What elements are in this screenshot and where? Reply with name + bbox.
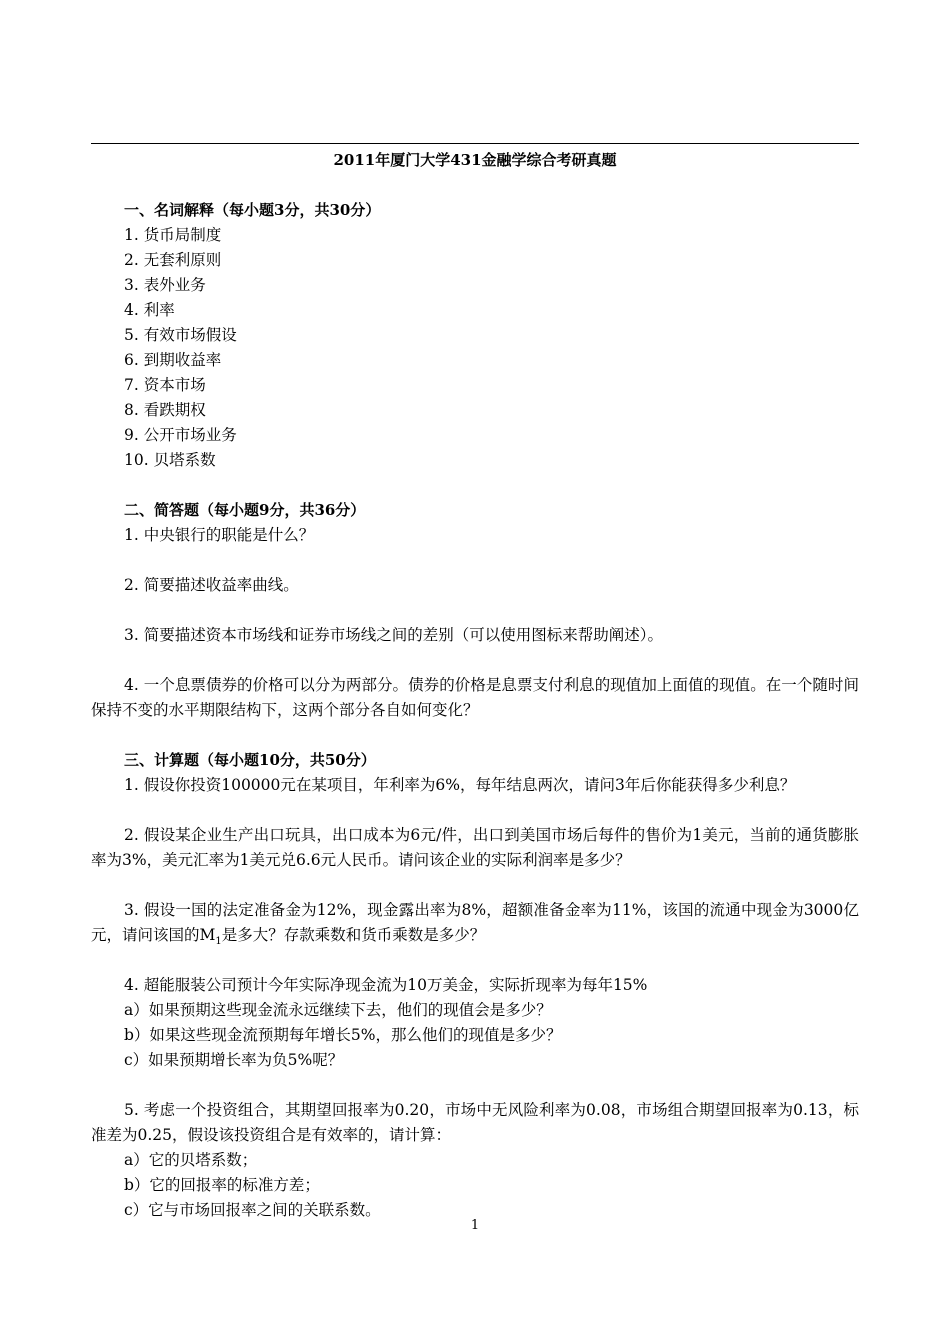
list-item: 9. 公开市场业务 xyxy=(124,426,237,444)
section2-heading: 二、简答题（每小题9分，共36分） xyxy=(124,501,366,519)
list-item: 7. 资本市场 xyxy=(124,376,206,394)
list-item: 3. 表外业务 xyxy=(124,276,206,294)
list-item: 6. 到期收益率 xyxy=(124,351,222,369)
section3-heading: 三、计算题（每小题10分，共50分） xyxy=(124,751,376,769)
question-3-3-text-end: 是多大？存款乘数和货币乘数是多少？ xyxy=(221,926,486,944)
sub-item: b）如果这些现金流预期每年增长5%，那么他们的现值是多少？ xyxy=(124,1026,562,1044)
question-3-4: 4. 超能服装公司预计今年实际净现金流为10万美金，实际折现率为每年15% xyxy=(124,976,648,994)
question-2-3: 3. 简要描述资本市场线和证券市场线之间的差别（可以使用图标来帮助阐述）。 xyxy=(124,626,663,644)
section1-heading: 一、名词解释（每小题3分，共30分） xyxy=(124,201,381,219)
list-item: 10. 贝塔系数 xyxy=(124,451,216,469)
sub-item: b）它的回报率的标准方差； xyxy=(124,1176,320,1194)
list-item: 1. 货币局制度 xyxy=(124,226,222,244)
question-2-4: 4. 一个息票债券的价格可以分为两部分。债券的价格是息票支付利息的现值加上面值的现值。在一个随时间保持不变的水平期限结构下，这两个部分各自如何变化？ xyxy=(91,676,859,719)
list-item: 2. 无套利原则 xyxy=(124,251,222,269)
list-item: 8. 看跌期权 xyxy=(124,401,206,419)
header-rule xyxy=(91,143,859,144)
question-3-2: 2. 假设某企业生产出口玩具，出口成本为6元/件，出口到美国市场后每件的售价为1美元，当前的通货膨胀率为3%，美元汇率为1美元兑6.6元人民币。请问该企业的实际利润率是多少？ xyxy=(91,826,859,869)
sub-item: a）它的贝塔系数； xyxy=(124,1151,258,1169)
question-2-2: 2. 简要描述收益率曲线。 xyxy=(124,576,299,594)
sub-item: c）如果预期增长率为负5%呢？ xyxy=(124,1051,344,1069)
sub-item: c）它与市场回报率之间的关联系数。 xyxy=(124,1201,381,1219)
document-body xyxy=(91,145,859,1223)
subscript: 1 xyxy=(215,936,222,947)
page-title: 2011年厦门大学431金融学综合考研真题 xyxy=(333,151,617,169)
question-3-3-text: 3. 假设一国的法定准备金为12%，现金露出率为8%，超额准备金率为11%，该国的流通中现金为3000亿元，请问该国的M xyxy=(91,901,859,944)
sub-item: a）如果预期这些现金流永远继续下去，他们的现值会是多少？ xyxy=(124,1001,552,1019)
question-3-5: 5. 考虑一个投资组合，其期望回报率为0.20，市场中无风险利率为0.08，市场组合期望回报率为0.13，标准差为0.25，假设该投资组合是有效率的，请计算： xyxy=(91,1101,859,1144)
question-3-1: 1. 假设你投资100000元在某项目，年利率为6%，每年结息两次，请问3年后你能获得多少利息？ xyxy=(124,776,796,794)
list-item: 4. 利率 xyxy=(124,301,175,319)
question-2-1: 1. 中央银行的职能是什么？ xyxy=(124,526,315,544)
question-3-3 xyxy=(91,898,859,948)
page-number: 1 xyxy=(470,1218,480,1233)
list-item: 5. 有效市场假设 xyxy=(124,326,237,344)
